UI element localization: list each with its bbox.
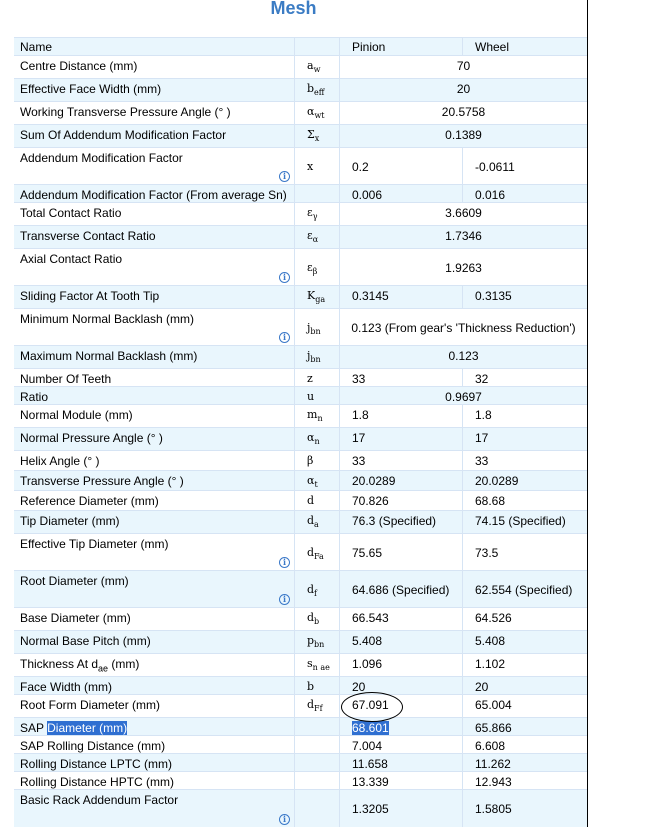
table-row	[14, 735, 587, 753]
row-symbol: $s_{n ae}$	[307, 657, 330, 673]
header-name: Name	[20, 40, 53, 54]
row-symbol: $\varepsilon_\beta$	[307, 261, 318, 277]
info-icon[interactable]: i	[279, 594, 290, 605]
wheel-value: 73.5	[475, 546, 499, 560]
row-symbol: $d_f$	[307, 583, 318, 599]
row-label: SAP Diameter (mm)	[20, 721, 128, 735]
row-label: Working Transverse Pressure Angle (° )	[20, 105, 231, 119]
table-row	[14, 147, 587, 184]
pinion-value: 0.2	[352, 160, 369, 174]
row-label: Reference Diameter (mm)	[20, 494, 159, 508]
row-label: Root Diameter (mm)	[20, 574, 129, 588]
row-label: Number Of Teeth	[20, 372, 112, 386]
row-label: Transverse Pressure Angle (° )	[20, 474, 184, 488]
table-row	[14, 427, 587, 450]
row-label: Effective Tip Diameter (mm)	[20, 537, 169, 551]
row-symbol: $d_{Fa}$	[307, 546, 324, 562]
pinion-value: 1.8	[352, 408, 369, 422]
table-row	[14, 753, 587, 771]
row-label: Thickness At $d_{ae}$ (mm)	[20, 657, 140, 674]
wheel-value: 20	[475, 680, 489, 694]
row-symbol: $\varepsilon_\alpha$	[307, 229, 319, 245]
table-row	[14, 490, 587, 510]
pinion-value: 11.658	[352, 757, 388, 771]
pinion-value: 7.004	[352, 739, 383, 753]
wheel-value: -0.0611	[475, 160, 515, 174]
wheel-value: 64.526	[475, 611, 512, 625]
pinion-value: 33	[352, 454, 366, 468]
row-symbol: $d_b$	[307, 611, 320, 627]
table-row	[14, 607, 587, 630]
row-symbol: $\alpha_n$	[307, 431, 320, 447]
row-value: 0.1389	[445, 128, 482, 142]
row-label: Normal Pressure Angle (° )	[20, 431, 163, 445]
row-symbol: z	[307, 372, 313, 385]
table-row	[14, 676, 587, 694]
row-symbol: $\Sigma_x$	[307, 128, 320, 144]
row-label: SAP Rolling Distance (mm)	[20, 739, 166, 753]
annotation-circle	[341, 692, 403, 722]
row-label: Sliding Factor At Tooth Tip	[20, 289, 160, 303]
row-value: 20	[456, 82, 471, 96]
pinion-value: 66.543	[352, 611, 389, 625]
row-label: Addendum Modification Factor (From average Sn)	[20, 188, 287, 202]
table-row	[14, 510, 587, 533]
table-row	[14, 55, 587, 78]
pinion-value: 76.3 (Specified)	[352, 514, 437, 528]
pinion-value: 20.0289	[352, 474, 396, 488]
wheel-value: 74.15 (Specified)	[475, 514, 566, 528]
wheel-value: 0.016	[475, 188, 506, 202]
wheel-value: 11.262	[475, 757, 511, 771]
table-row	[14, 248, 587, 285]
row-label: Normal Base Pitch (mm)	[20, 634, 151, 648]
pinion-value: 70.826	[352, 494, 389, 508]
pinion-value: 67.091	[352, 698, 389, 712]
table-row	[14, 470, 587, 490]
header-pinion: Pinion	[352, 40, 386, 54]
pinion-value: 0.3145	[352, 289, 389, 303]
table-row	[14, 771, 587, 789]
table-row	[14, 345, 587, 368]
row-label: Helix Angle (° )	[20, 454, 100, 468]
pinion-value: 75.65	[352, 546, 383, 560]
row-label: Centre Distance (mm)	[20, 59, 138, 73]
info-icon[interactable]: i	[279, 171, 290, 182]
row-value: 0.123 (From gear's 'Thickness Reduction')	[351, 321, 576, 335]
row-symbol: $\varepsilon_\gamma$	[307, 206, 318, 222]
row-symbol: d	[307, 494, 315, 507]
wheel-value: 0.3135	[475, 289, 512, 303]
row-value: 20.5758	[441, 105, 486, 119]
row-value: 1.9263	[445, 261, 482, 275]
row-label: Rolling Distance HPTC (mm)	[20, 775, 175, 789]
row-label: Sum Of Addendum Modification Factor	[20, 128, 227, 142]
wheel-value: 68.68	[475, 494, 506, 508]
wheel-value: 1.102	[475, 657, 506, 671]
table-row	[14, 404, 587, 427]
row-value: 70	[456, 59, 471, 73]
pinion-value[interactable]: 68.601	[352, 721, 389, 735]
wheel-value: 20.0289	[475, 474, 519, 488]
table-row	[14, 78, 587, 101]
wheel-value: 1.5805	[475, 802, 512, 816]
info-icon[interactable]: i	[279, 557, 290, 568]
table-row	[14, 184, 587, 202]
info-icon[interactable]: i	[279, 332, 290, 343]
table-row	[14, 694, 587, 717]
row-symbol: $m_n$	[307, 408, 323, 424]
row-label: Rolling Distance LPTC (mm)	[20, 757, 173, 771]
row-label: Base Diameter (mm)	[20, 611, 131, 625]
panel-title: Mesh	[270, 0, 317, 18]
table-row	[14, 789, 587, 827]
table-row	[14, 386, 587, 404]
table-row	[14, 717, 587, 735]
row-label: Minimum Normal Backlash (mm)	[20, 312, 195, 326]
wheel-value: 5.408	[475, 634, 506, 648]
row-label: Root Form Diameter (mm)	[20, 698, 161, 712]
table-row	[14, 124, 587, 147]
table-row	[14, 225, 587, 248]
row-label: Effective Face Width (mm)	[20, 82, 162, 96]
wheel-value: 65.866	[475, 721, 512, 735]
row-symbol: $a_w$	[307, 59, 321, 75]
row-label: Tip Diameter (mm)	[20, 514, 120, 528]
row-value: 0.123	[448, 349, 479, 363]
row-symbol: $\alpha_t$	[307, 474, 318, 490]
row-label: Total Contact Ratio	[20, 206, 122, 220]
row-label: Normal Module (mm)	[20, 408, 133, 422]
header-wheel: Wheel	[475, 40, 510, 54]
header-row	[14, 37, 587, 55]
row-label: Addendum Modification Factor	[20, 151, 183, 165]
table-row	[14, 570, 587, 607]
row-label: Maximum Normal Backlash (mm)	[20, 349, 198, 363]
wheel-value: 65.004	[475, 698, 512, 712]
wheel-value: 33	[475, 454, 489, 468]
table-row	[14, 202, 587, 225]
pinion-value: 5.408	[352, 634, 383, 648]
row-symbol: β	[307, 454, 314, 467]
row-symbol: $j_{bn}$	[307, 321, 321, 337]
row-value: 1.7346	[445, 229, 482, 243]
row-label: Transverse Contact Ratio	[20, 229, 156, 243]
pinion-value: 20	[352, 680, 366, 694]
row-symbol: $d_a$	[307, 514, 319, 530]
row-symbol: $d_{Ff}$	[307, 698, 323, 714]
row-symbol: $j_{bn}$	[307, 349, 321, 365]
pinion-value: 17	[352, 431, 366, 445]
table-row	[14, 101, 587, 124]
row-value: 3.6609	[445, 206, 482, 220]
row-symbol: u	[307, 390, 315, 403]
pinion-value: 1.096	[352, 657, 383, 671]
row-symbol: $p_{bn}$	[307, 634, 325, 650]
table-row	[14, 450, 587, 470]
wheel-value: 17	[475, 431, 489, 445]
row-symbol: b	[307, 680, 315, 693]
wheel-value: 1.8	[475, 408, 492, 422]
table-row	[14, 285, 587, 308]
row-symbol: x	[307, 160, 314, 173]
table-row	[14, 533, 587, 570]
row-label: Basic Rack Addendum Factor	[20, 793, 179, 807]
row-symbol: $K_{ga}$	[307, 289, 326, 305]
row-symbol: $\alpha_{wt}$	[307, 105, 325, 121]
info-icon[interactable]: i	[279, 814, 290, 825]
row-label: Face Width (mm)	[20, 680, 113, 694]
pinion-value: 13.339	[352, 775, 389, 789]
table-row	[14, 368, 587, 386]
row-label: Ratio	[20, 390, 49, 404]
row-symbol: $b_{eff}$	[307, 82, 325, 98]
pinion-value: 1.3205	[352, 802, 389, 816]
row-label: Axial Contact Ratio	[20, 252, 123, 266]
pinion-value: 64.686 (Specified)	[352, 583, 450, 597]
table-row	[14, 653, 587, 676]
wheel-value: 32	[475, 372, 489, 386]
pinion-value: 33	[352, 372, 366, 386]
wheel-value: 12.943	[475, 775, 512, 789]
row-value: 0.9697	[445, 390, 482, 404]
info-icon[interactable]: i	[279, 272, 290, 283]
wheel-value: 62.554 (Specified)	[475, 583, 573, 597]
pinion-value: 0.006	[352, 188, 383, 202]
table-row	[14, 630, 587, 653]
table-row	[14, 308, 587, 345]
selected-text[interactable]: Diameter (mm)	[47, 721, 128, 735]
wheel-value: 6.608	[475, 739, 506, 753]
